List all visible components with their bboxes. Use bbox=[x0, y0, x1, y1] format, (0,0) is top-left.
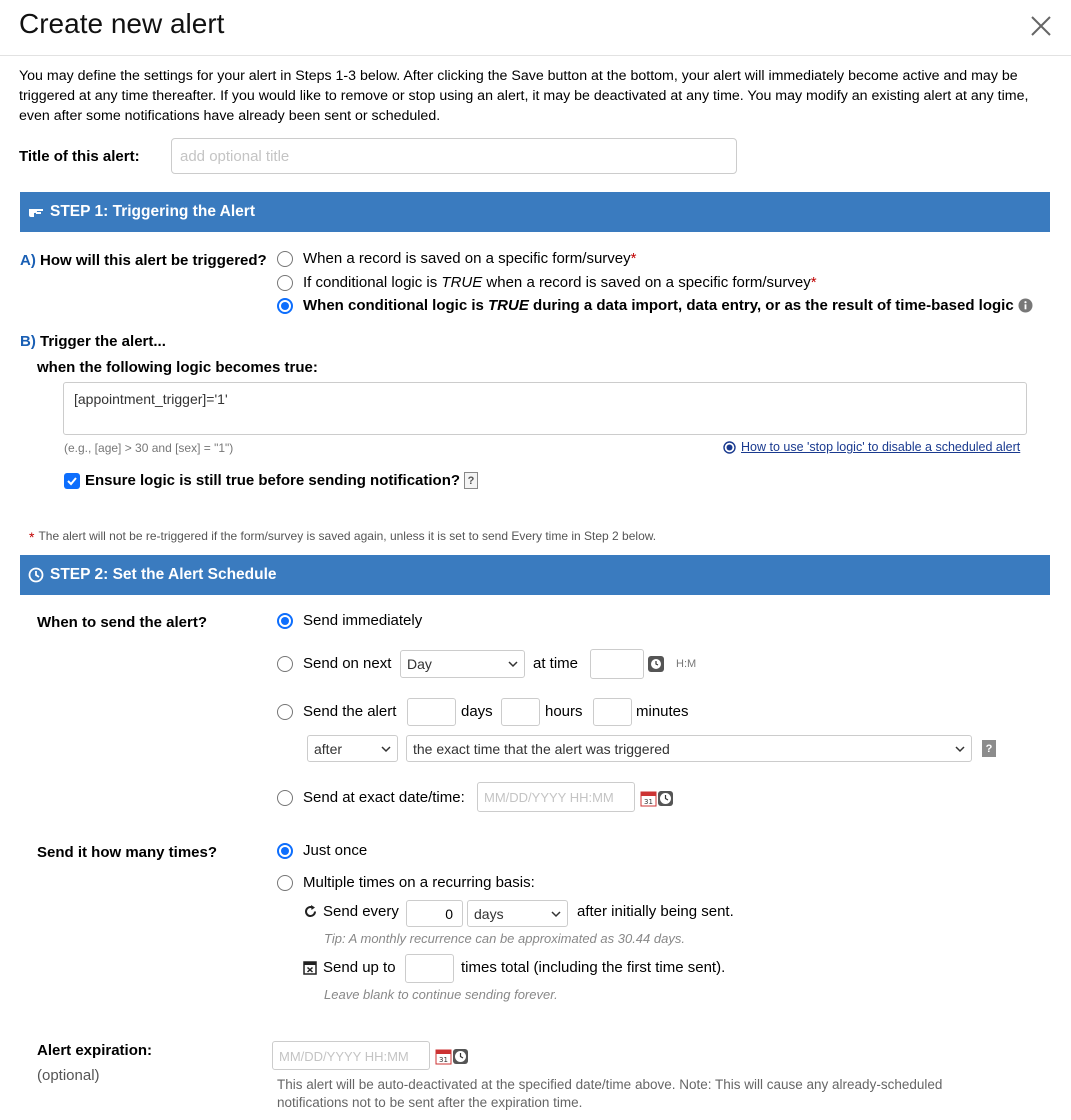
logic-example: (e.g., [age] > 30 and [sex] = "1") bbox=[64, 441, 234, 455]
hours-label: hours bbox=[545, 703, 583, 720]
help-question-icon[interactable]: ? bbox=[982, 740, 996, 757]
close-icon bbox=[1030, 15, 1052, 37]
send-immediately-radio[interactable] bbox=[277, 613, 293, 629]
question-a-text: How will this alert be triggered? bbox=[40, 252, 267, 269]
multiple-label: Multiple times on a recurring basis: bbox=[303, 874, 535, 891]
trigger-option-3-label-b: during a data import, data entry, or as the result of time-based logic bbox=[528, 297, 1014, 314]
when-to-send-label: When to send the alert? bbox=[37, 614, 208, 631]
svg-text:31: 31 bbox=[439, 1056, 448, 1064]
clock-icon[interactable] bbox=[648, 656, 664, 672]
ensure-checkbox[interactable] bbox=[64, 473, 80, 489]
times-total-label: times total (including the first time sent). bbox=[461, 959, 726, 976]
send-immediately-label: Send immediately bbox=[303, 612, 423, 629]
send-exact-option[interactable] bbox=[277, 789, 465, 806]
every-value-input[interactable] bbox=[406, 900, 463, 927]
send-up-to-label: Send up to bbox=[323, 959, 396, 976]
at-time-label: at time bbox=[533, 655, 579, 672]
dialog-title: Create new alert bbox=[19, 8, 225, 39]
send-on-next-radio[interactable] bbox=[277, 656, 293, 672]
send-the-alert-radio[interactable] bbox=[277, 704, 293, 720]
send-exact-radio[interactable] bbox=[277, 790, 293, 806]
info-icon[interactable] bbox=[1018, 298, 1033, 313]
trigger-option-1-label: When a record is saved on a specific form/survey bbox=[303, 250, 631, 267]
trigger-radio-3[interactable] bbox=[277, 298, 293, 314]
footnote bbox=[29, 529, 656, 545]
intro-text: You may define the settings for your alert in Steps 1-3 below. After clicking the Save button at the bottom, your alert will immediately become active and may be triggered at any time thereafter. If you would like to remove or stop using an alert, it may be deactivated at any time. You may modify an existing alert at any time, even after some notifications have already been sent or scheduled. bbox=[19, 68, 1029, 124]
trigger-option-3-label-a: When conditional logic is bbox=[303, 297, 489, 314]
title-input[interactable] bbox=[171, 138, 737, 174]
stop-logic-link[interactable]: How to use 'stop logic' to disable a scheduled alert bbox=[741, 440, 1021, 454]
pointing-hand-icon bbox=[28, 205, 44, 219]
exact-time-select-value: the exact time that the alert was triggered bbox=[413, 740, 670, 757]
chevron-down-icon bbox=[551, 909, 561, 919]
asterisk: * bbox=[630, 250, 637, 267]
footnote-text: The alert will not be re-triggered if the form/survey is saved again, unless it is set to send Every time in Step 2 below. bbox=[38, 529, 657, 543]
expiration-note: This alert will be auto-deactivated at the specified date/time above. Note: This will cause any already-scheduled notifications not to be sent after the expiration time. bbox=[277, 1077, 943, 1110]
step1-title: STEP 1: Triggering the Alert bbox=[50, 203, 255, 220]
send-every-label: Send every bbox=[323, 903, 399, 920]
exact-datetime-input[interactable] bbox=[477, 782, 635, 812]
radio-dot-icon bbox=[723, 441, 736, 454]
footnote-asterisk: * bbox=[29, 529, 35, 545]
trigger-radio-1[interactable] bbox=[277, 251, 293, 267]
trigger-option-2-italic: TRUE bbox=[441, 274, 483, 291]
send-exact-label: Send at exact date/time: bbox=[303, 789, 465, 806]
calendar-icon[interactable] bbox=[640, 790, 674, 807]
trigger-option-2-label-b: when a record is saved on a specific form/survey bbox=[482, 274, 811, 291]
how-many-label: Send it how many times? bbox=[37, 844, 218, 861]
trigger-radio-2[interactable] bbox=[277, 275, 293, 291]
recurrence-unit-select[interactable] bbox=[467, 900, 568, 927]
question-b-prefix: B) bbox=[20, 333, 36, 350]
clock-icon bbox=[28, 567, 44, 583]
just-once-radio[interactable] bbox=[277, 843, 293, 859]
refresh-icon bbox=[303, 904, 318, 919]
multiple-option[interactable] bbox=[277, 874, 535, 891]
send-up-to-input[interactable] bbox=[405, 954, 454, 983]
send-immediately-option[interactable] bbox=[277, 612, 422, 629]
after-select[interactable] bbox=[307, 735, 398, 762]
every-value: 0 bbox=[445, 905, 453, 922]
after-initially-label: after initially being sent. bbox=[577, 903, 734, 920]
logic-textarea[interactable] bbox=[63, 382, 1027, 435]
calendar-icon[interactable] bbox=[435, 1048, 469, 1065]
monthly-tip: Tip: A monthly recurrence can be approximated as 30.44 days. bbox=[324, 931, 685, 946]
trigger-option-2[interactable] bbox=[277, 274, 817, 291]
logic-label: when the following logic becomes true: bbox=[37, 359, 318, 376]
day-select-value: Day bbox=[407, 656, 432, 672]
asterisk: * bbox=[810, 274, 817, 291]
multiple-radio[interactable] bbox=[277, 875, 293, 891]
send-on-next-label: Send on next bbox=[303, 655, 392, 672]
step2-banner bbox=[20, 555, 1050, 595]
help-question-icon[interactable]: ? bbox=[464, 472, 478, 489]
send-every-row bbox=[303, 903, 399, 920]
logic-value: [appointment_trigger]='1' bbox=[74, 391, 228, 407]
step2-title: STEP 2: Set the Alert Schedule bbox=[50, 566, 277, 583]
leave-blank-tip: Leave blank to continue sending forever. bbox=[324, 987, 558, 1002]
trigger-b-label bbox=[20, 333, 166, 350]
ensure-logic-row bbox=[64, 472, 478, 489]
time-format-hint: H:M bbox=[676, 658, 697, 670]
hours-input[interactable] bbox=[501, 698, 540, 726]
send-the-alert-label: Send the alert bbox=[303, 703, 397, 720]
send-on-next-option[interactable] bbox=[277, 655, 391, 672]
just-once-option[interactable] bbox=[277, 842, 367, 859]
question-a-prefix: A) bbox=[20, 252, 36, 269]
stop-logic-link-wrap[interactable] bbox=[723, 440, 1020, 454]
header-divider bbox=[0, 55, 1071, 56]
chevron-down-icon bbox=[508, 659, 518, 669]
chevron-down-icon bbox=[381, 744, 391, 754]
calendar-x-icon bbox=[303, 960, 317, 975]
expiration-input[interactable] bbox=[272, 1041, 430, 1070]
time-input[interactable] bbox=[590, 649, 644, 679]
trigger-option-2-label-a: If conditional logic is bbox=[303, 274, 442, 291]
close-button[interactable] bbox=[1030, 8, 1056, 42]
title-label: Title of this alert: bbox=[19, 148, 140, 165]
recurrence-unit-value: days bbox=[474, 905, 504, 922]
exact-time-select[interactable] bbox=[406, 735, 972, 762]
send-the-alert-option[interactable] bbox=[277, 703, 396, 720]
ensure-label: Ensure logic is still true before sending notification? bbox=[85, 472, 461, 489]
expiration-optional: (optional) bbox=[37, 1067, 100, 1084]
after-select-value: after bbox=[314, 740, 343, 757]
send-up-to-row bbox=[303, 959, 396, 976]
svg-text:31: 31 bbox=[644, 798, 653, 806]
day-select[interactable] bbox=[400, 650, 525, 678]
step1-banner bbox=[20, 192, 1050, 232]
checkbox-check-icon bbox=[66, 475, 78, 487]
trigger-option-3[interactable] bbox=[277, 297, 1033, 314]
days-input[interactable] bbox=[407, 698, 456, 726]
minutes-label: minutes bbox=[636, 703, 689, 720]
expiration-label: Alert expiration: bbox=[37, 1042, 153, 1059]
minutes-input[interactable] bbox=[593, 698, 632, 726]
question-b-text: Trigger the alert... bbox=[40, 333, 166, 350]
days-label: days bbox=[461, 703, 493, 720]
chevron-down-icon bbox=[955, 744, 965, 754]
just-once-label: Just once bbox=[303, 842, 368, 859]
trigger-option-1[interactable] bbox=[277, 250, 636, 267]
trigger-option-3-italic: TRUE bbox=[488, 297, 529, 314]
trigger-question bbox=[20, 252, 267, 269]
